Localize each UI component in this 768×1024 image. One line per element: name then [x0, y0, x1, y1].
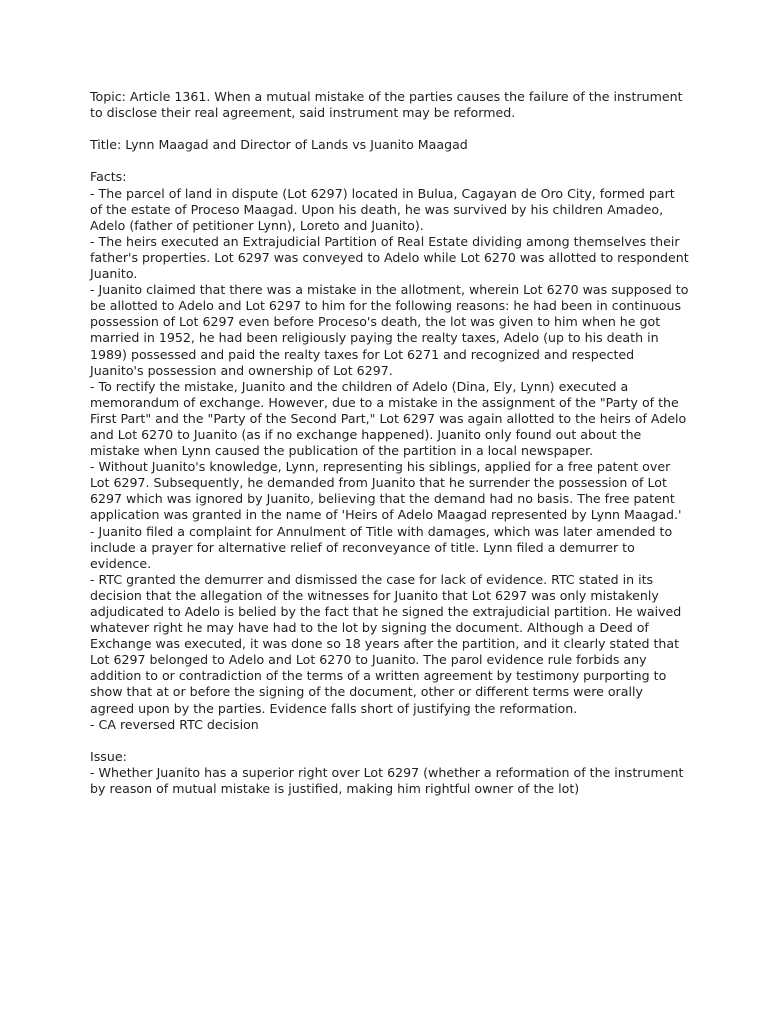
fact-item: - Juanito claimed that there was a mistake in the allotment, wherein Lot 6270 was supposed to be allotted to Adelo and Lot 6297 to him for the following reasons: he had been in continuous possession of Lot 6297 even before Proceso's death, the lot was given to him when he got married in 1952, he had been religiously paying the realty taxes, Adelo (up to his death in 1989) possessed and paid the realty taxes for Lot 6271 and recognized and respected Juanito's possession and ownership of Lot 6297.	[90, 282, 689, 378]
document-body	[90, 89, 690, 797]
issue-heading: Issue:	[90, 748, 127, 764]
fact-item: - To rectify the mistake, Juanito and the children of Adelo (Dina, Ely, Lynn) executed a memorandum of exchange. However, due to a mistake in the assignment of the "Party of the First Part" and the "Party of the Second Part," Lot 6297 was again allotted to the heirs of Adelo and Lot 6270 to Juanito (as if no exchange happened). Juanito only found out about the mistake when Lynn caused the publication of the partition in a local newspaper.	[90, 378, 687, 459]
fact-item: - Juanito filed a complaint for Annulment of Title with damages, which was later amended to include a prayer for alternative relief of reconveyance of title. Lynn filed a demurrer to evidence.	[90, 523, 673, 571]
fact-item: - CA reversed RTC decision	[90, 716, 259, 732]
spacer	[90, 121, 690, 137]
spacer	[90, 733, 690, 749]
issue-item: - Whether Juanito has a superior right over Lot 6297 (whether a reformation of the instrument by reason of mutual mistake is justified, making him rightful owner of the lot)	[90, 764, 684, 797]
fact-item: - The parcel of land in dispute (Lot 6297) located in Bulua, Cagayan de Oro City, formed part of the estate of Proceso Maagad. Upon his death, he was survived by his children Amadeo, Adelo (father of petitioner Lynn), Loreto and Juanito).	[90, 185, 675, 233]
spacer	[90, 153, 690, 169]
fact-item: - RTC granted the demurrer and dismissed the case for lack of evidence. RTC stated in its decision that the allegation of the witnesses for Juanito that Lot 6297 was only mistakenly adjudicated to Adelo is belied by the fact that he signed the extrajudicial partition. He waived whatever right he may have had to the lot by signing the document. Although a Deed of Exchange was executed, it was done so 18 years after the partition, and it clearly stated that Lot 6297 belonged to Adelo and Lot 6270 to Juanito. The parol evidence rule forbids any addition to or contradiction of the terms of a written agreement by testimony purporting to show that at or before the signing of the document, other or different terms were orally agreed upon by the parties. Evidence falls short of justifying the reformation.	[90, 571, 682, 716]
case-title: Title: Lynn Maagad and Director of Lands vs Juanito Maagad	[90, 137, 468, 153]
fact-item: - Without Juanito's knowledge, Lynn, representing his siblings, applied for a free patent over Lot 6297. Subsequently, he demanded from Juanito that he surrender the possession of Lot 6297 which was ignored by Juanito, believing that the demand had no basis. The free patent application was granted in the name of 'Heirs of Adelo Maagad represented by Lynn Maagad.'	[90, 459, 682, 523]
topic-text: Topic: Article 1361. When a mutual mistake of the parties causes the failure of the instrument to disclose their real agreement, said instrument may be reformed.	[90, 89, 683, 121]
fact-item: - The heirs executed an Extrajudicial Partition of Real Estate dividing among themselves their father's properties. Lot 6297 was conveyed to Adelo while Lot 6270 was allotted to respondent Juanito.	[90, 233, 689, 282]
facts-heading: Facts:	[90, 169, 127, 185]
